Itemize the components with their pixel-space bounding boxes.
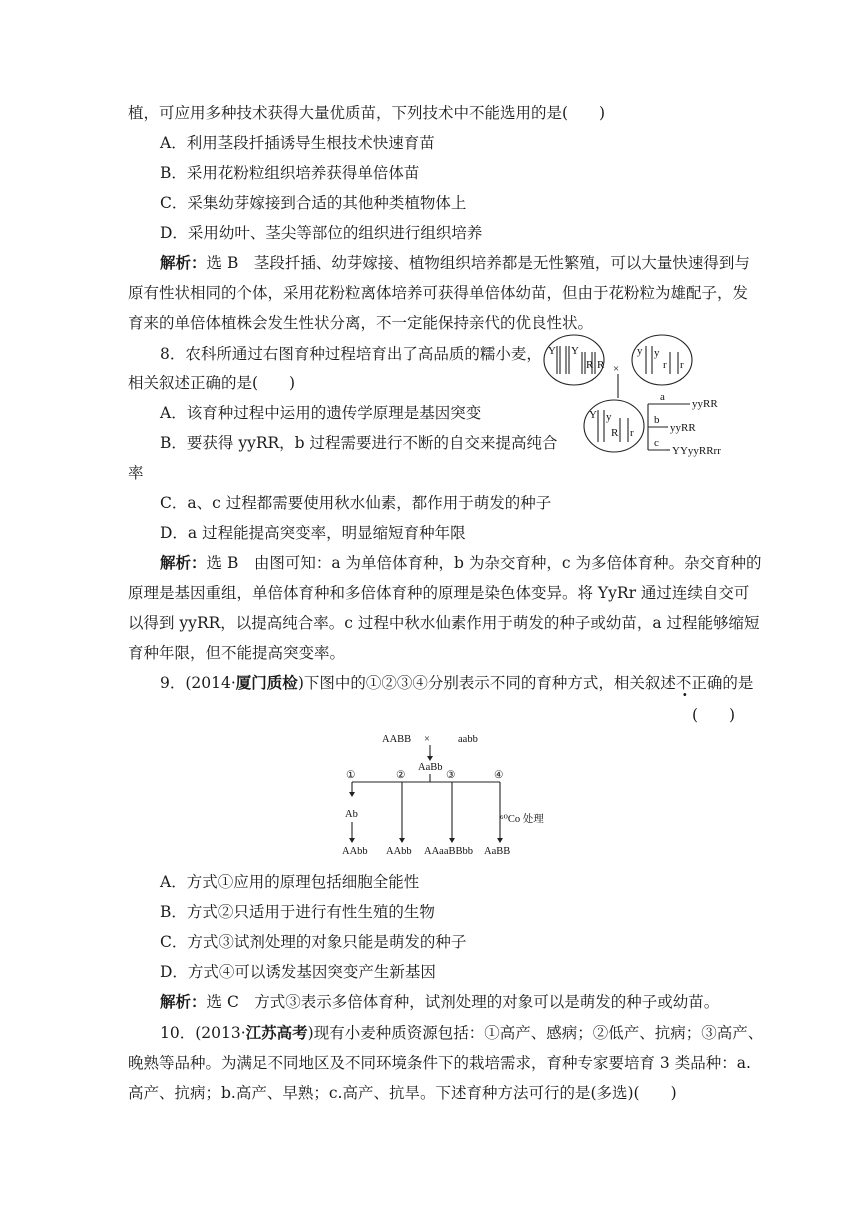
q7-option-c: C．采集幼芽嫁接到合适的其他种类植物体上	[160, 194, 467, 212]
q8-option-a: A．该育种过程中运用的遗传学原理是基因突变	[160, 404, 482, 422]
q7-analysis-line2: 原有性状相同的个体，采用花粉粒离体培养可获得单倍体幼苗，但由于花粉粒为雄配子，发	[128, 284, 749, 302]
q9-option-b: B．方式②只适用于进行有性生殖的生物	[160, 903, 435, 921]
chrom-label: R	[611, 427, 619, 439]
branch-result-a: yyRR	[692, 398, 718, 410]
chrom-label: Y	[589, 409, 597, 421]
q9-answer-bracket: ( )	[692, 706, 736, 724]
q8-option-b: B．要获得 yyRR，b 过程需要进行不断的自交来提高纯合	[160, 434, 558, 452]
q8-option-d: D．a 过程能提高突变率，明显缩短育种年限	[160, 524, 466, 542]
q8-analysis-line3: 以得到 yyRR，以提高纯合率。c 过程中秋水仙素作用于萌发的种子或幼苗，a 过程能够缩短	[128, 614, 760, 632]
q9-option-d: D．方式④可以诱发基因突变产生新基因	[160, 963, 436, 981]
q9-analysis: 解析：选 C 方式③表示多倍体育种，试剂处理的对象可以是萌发的种子或幼苗。	[160, 993, 720, 1011]
parent2: aabb	[458, 734, 478, 745]
co60-treatment: ⁶⁰Co 处理	[500, 814, 544, 825]
marker-2: ②	[396, 770, 406, 781]
q9-option-c: C．方式③试剂处理的对象只能是萌发的种子	[160, 933, 467, 951]
q8-analysis-line2: 原理是基因重组，单倍体育种和多倍体育种的原理是染色体变异。将 YyRr 通过连续自交可	[128, 584, 750, 602]
q9-stem: 9．(2014·厦门质检)下图中的①②③④分别表示不同的育种方式，相关叙述不正确的是	[160, 674, 754, 692]
q7-option-b: B．采用花粉粒组织培养获得单倍体苗	[160, 164, 420, 182]
q10-stem-line3: 高产、抗病；b.高产、早熟；c.高产、抗旱。下述育种方法可行的是(多选)( )	[128, 1084, 677, 1102]
branch-label-a: a	[660, 391, 665, 403]
chrom-label: r	[680, 359, 684, 371]
q8-stem-line2: 相关叙述正确的是( )	[128, 374, 296, 392]
q7-analysis-line3: 育来的单倍体植株会发生性状分离，不一定能保持亲代的优良性状。	[128, 314, 594, 332]
q8-option-c: C．a、c 过程都需要使用秋水仙素，都作用于萌发的种子	[160, 494, 552, 512]
chrom-label: y	[654, 347, 660, 359]
chrom-label: y	[606, 411, 612, 423]
chrom-label: r	[663, 359, 667, 371]
source-label: 江苏高考	[245, 1024, 308, 1042]
q9-breeding-figure	[340, 726, 570, 862]
marker-4: ④	[494, 770, 504, 781]
result-2: AAbb	[386, 846, 412, 857]
q8-analysis-line4: 育种年限，但不能提高突变率。	[128, 644, 346, 662]
cell-f1	[584, 400, 644, 452]
parent1: AABB	[382, 734, 412, 745]
q10-stem-line1: 10．(2013·江苏高考)现有小麦种质资源包括：①高产、感病；②低产、抗病；③高产、	[160, 1024, 764, 1042]
q7-option-a: A．利用茎段扦插诱导生根技术快速育苗	[160, 134, 435, 152]
q8-stem-line1: 8．农科所通过右图育种过程培育出了高品质的糯小麦，	[160, 345, 542, 363]
branch-label-b: b	[654, 414, 660, 426]
q7-option-d: D．采用幼叶、茎尖等部位的组织进行组织培养	[160, 224, 483, 242]
chrom-label: Y	[571, 345, 579, 357]
q8-option-b-wrap: 率	[128, 464, 144, 482]
q7-stem: 植，可应用多种技术获得大量优质苗，下列技术中不能选用的是( )	[128, 104, 606, 122]
branch-result-b: yyRR	[670, 422, 696, 434]
branch-result-c: YYyyRRrr	[672, 445, 721, 457]
branch-label-c: c	[654, 437, 659, 449]
analysis-label: 解析：	[160, 993, 207, 1011]
chrom-label: R	[586, 359, 594, 371]
analysis-label: 解析：	[160, 254, 207, 272]
f1-genotype: AaBb	[418, 762, 443, 773]
source-label: 厦门质检	[235, 674, 298, 692]
chrom-label: Y	[548, 345, 556, 357]
marker-1: ①	[346, 770, 356, 781]
intermediate-genotype: Ab	[345, 809, 358, 820]
chrom-label: R	[597, 359, 605, 371]
chrom-label: r	[630, 427, 634, 439]
q7-analysis-line1: 解析：选 B 茎段扦插、幼芽嫁接、植物组织培养都是无性繁殖，可以大量快速得到与	[160, 254, 750, 272]
result-1: AAbb	[342, 846, 368, 857]
marker-3: ③	[446, 770, 456, 781]
q10-stem-line2: 晚熟等品种。为满足不同地区及不同环境条件下的栽培需求，育种专家要培育 3 类品种：a.	[128, 1054, 751, 1072]
q8-breeding-figure	[542, 332, 742, 460]
cross-symbol: ×	[613, 363, 620, 375]
result-3: AAaaBBbb	[424, 846, 473, 857]
q9-option-a: A．方式①应用的原理包括细胞全能性	[160, 873, 420, 891]
emphasis-mark: 不	[675, 674, 692, 692]
analysis-label: 解析：	[160, 554, 207, 572]
cross-symbol: ×	[424, 734, 430, 745]
q8-analysis-line1: 解析：选 B 由图可知：a 为单倍体育种，b 为杂交育种，c 为多倍体育种。杂交育种的	[160, 554, 762, 572]
result-4: AaBB	[484, 846, 511, 857]
chrom-label: y	[637, 345, 643, 357]
